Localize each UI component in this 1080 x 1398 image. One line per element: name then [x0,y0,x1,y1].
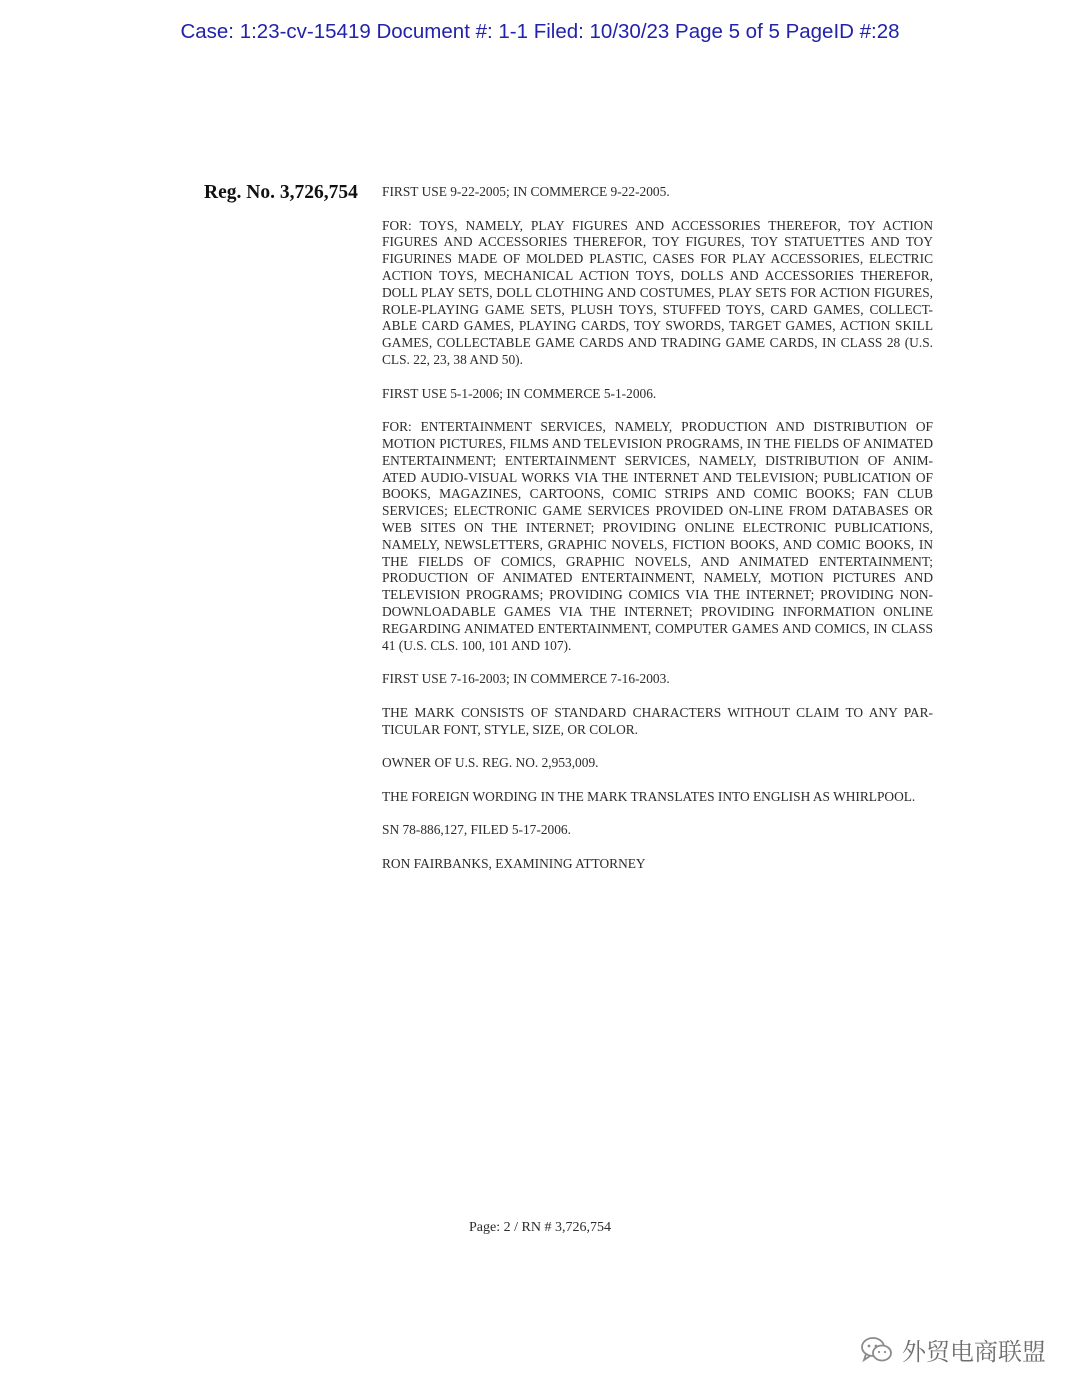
wechat-icon [860,1335,894,1365]
services-class-41: FOR: ENTERTAINMENT SERVICES, NAMELY, PRODUCTION AND DISTRIBUTION OF MOTION PICTURES, FILMS AND TELEVISION PROGRAMS, IN THE FIELDS OF ANIMATED ENTERTAINMENT; ENTERTAINMENT SERVICES, NAMELY, DISTRIBUTION OF ANIM-ATED AUDIO-VISUAL WORKS VIA THE INTERNET AND TELEVISION; PUBLICATION OF BOOKS, MAGAZINES, CARTOONS, COMIC STRIPS AND COMIC BOOKS; FAN CLUB SERVICES; ELECTRONIC GAME SERVICES PROVIDED ON-LINE FROM DATABASES OR WEB SITES ON THE INTERNET; PROVIDING ONLINE ELECTRONIC PUBLICATIONS, NAMELY, NEWSLETTERS, GRAPHIC NOVELS, FICTION BOOKS, AND COMIC BOOKS, IN THE FIELDS OF COMICS, GRAPHIC NOVELS, AND ANIMATED ENTERTAINMENT; PRODUCTION OF ANIMATED ENTERTAINMENT, NAMELY, MOTION PICTURES AND TELEVISION PROGRAMS; PROVIDING COMICS VIA THE INTERNET; PROVIDING NON-DOWNLOADABLE GAMES VIA THE INTERNET; PROVIDING INFORMATION ONLINE REGARDING ANIMATED ENTERTAINMENT, COMPUTER GAMES AND COMICS, IN CLASS 41 (U.S. CLS. 100, 101 AND 107). [382,419,933,653]
examining-attorney: RON FAIRBANKS, EXAMINING ATTORNEY [382,855,646,871]
goods-class-28: FOR: TOYS, NAMELY, PLAY FIGURES AND ACCESSORIES THEREFOR, TOY ACTION FIGURES AND ACCESSORIES THEREFOR, TOY FIGURES, TOY STATUETTES AND TOY FIGURINES MADE OF MOLDED PLASTIC, CASES FOR PLAY ACCESSORIES, ELECTRIC ACTION TOYS, MECHANICAL ACTION TOYS, DOLLS AND ACCESSORIES THEREFOR, DOLL PLAY SETS, DOLL CLOTHING AND COSTUMES, PLAY SETS FOR ACTION FIGURES, ROLE-PLAYING GAME SETS, PLUSH TOYS, STUFFED TOYS, CARD GAMES, COLLECT-ABLE CARD GAMES, PLAYING CARDS, TOY SWORDS, TARGET GAMES, ACTION SKILL GAMES, COLLECTABLE GAME CARDS AND TRADING GAME CARDS, IN CLASS 28 (U.S. CLS. 22, 23, 38 AND 50). [382,217,933,367]
first-use-additional: FIRST USE 7-16-2003; IN COMMERCE 7-16-2003. [382,671,670,687]
case-header: Case: 1:23-cv-15419 Document #: 1-1 Filed: 10/30/23 Page 5 of 5 PageID #:28 [180,20,900,43]
translation-statement: THE FOREIGN WORDING IN THE MARK TRANSLATES INTO ENGLISH AS WHIRLPOOL. [382,788,916,804]
first-use-class-28: FIRST USE 9-22-2005; IN COMMERCE 9-22-2005. [382,184,670,199]
prior-registration: OWNER OF U.S. REG. NO. 2,953,009. [382,755,599,771]
registration-number: Reg. No. 3,726,754 [204,182,358,203]
page-footer: Page: 2 / RN # 3,726,754 [469,1220,611,1235]
first-use-class-41: FIRST USE 5-1-2006; IN COMMERCE 5-1-2006. [382,385,657,401]
mark-description: THE MARK CONSISTS OF STANDARD CHARACTERS WITHOUT CLAIM TO ANY PAR-TICULAR FONT, STYLE, SIZE, OR COLOR. [382,704,933,737]
watermark-text: 外贸电商联盟 [902,1338,1046,1366]
serial-number: SN 78-886,127, FILED 5-17-2006. [382,822,571,838]
watermark [860,1332,1046,1367]
registration-body [382,184,933,889]
